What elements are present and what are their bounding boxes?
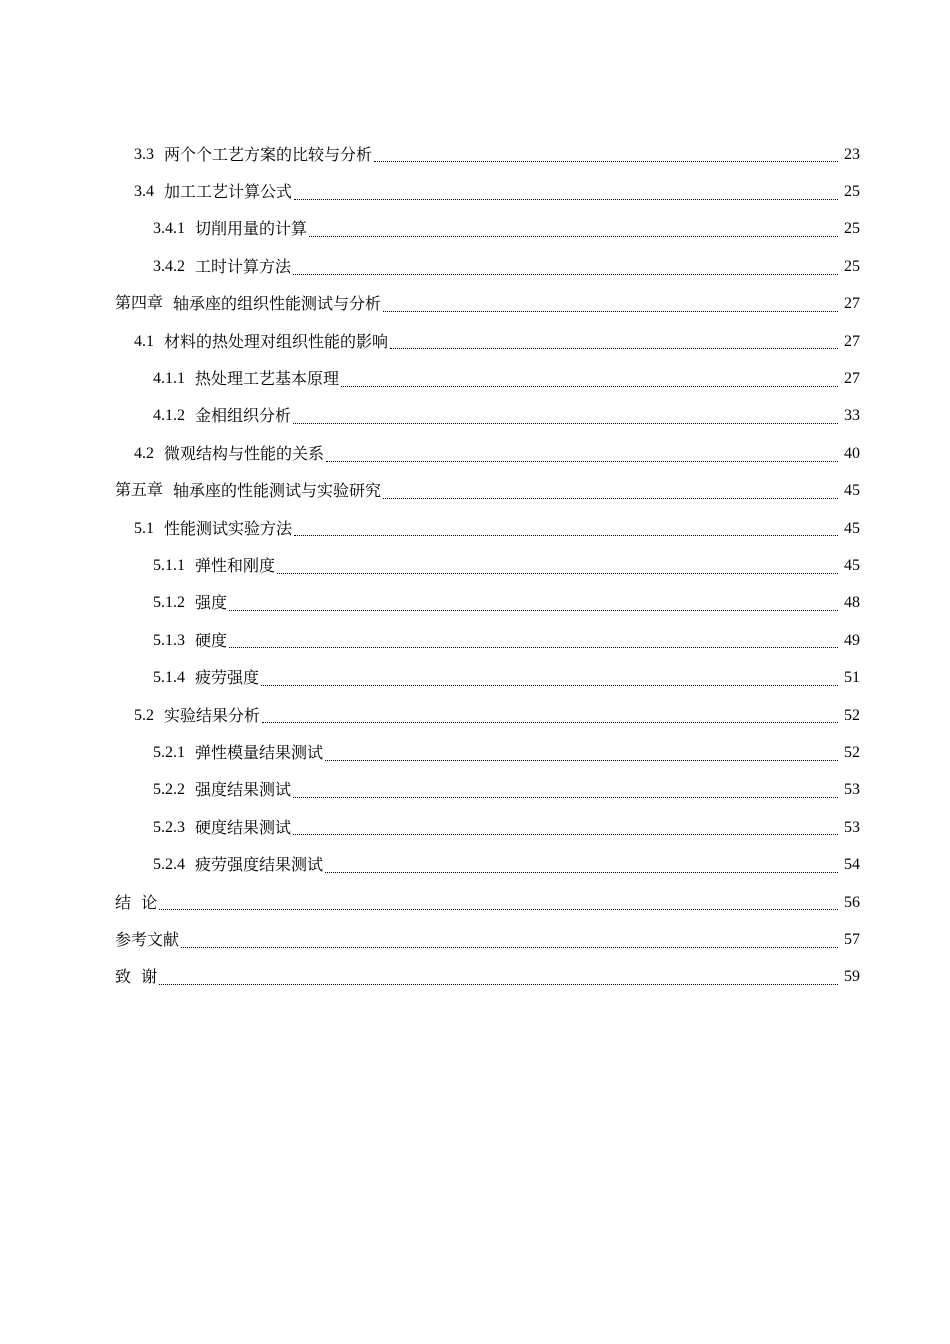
toc-page-number: 53 <box>844 818 860 836</box>
toc-dot-leader <box>261 685 838 686</box>
toc-entry-number: 3.3 <box>134 145 154 163</box>
toc-dot-leader <box>294 199 838 200</box>
toc-entry-title: 实验结果分析 <box>164 705 261 725</box>
toc-entry[interactable] <box>0 846 950 883</box>
toc-entry-number: 5.2.2 <box>153 781 185 799</box>
toc-dot-leader <box>374 161 838 162</box>
toc-entry-title: 性能测试实验方法 <box>164 518 293 538</box>
toc-page-number: 23 <box>844 145 860 163</box>
table-of-contents <box>0 136 950 996</box>
toc-entry-title: 硬度 <box>195 630 228 650</box>
toc-dot-leader <box>229 610 838 611</box>
toc-entry[interactable] <box>0 323 950 360</box>
toc-entry[interactable] <box>0 248 950 285</box>
toc-entry-title: 参考文献 <box>115 929 180 949</box>
toc-entry[interactable] <box>0 921 950 958</box>
toc-entry-title: 切削用量的计算 <box>195 219 308 239</box>
toc-entry-number: 4.1 <box>134 332 154 350</box>
toc-entry-title: 加工工艺计算公式 <box>164 182 293 202</box>
toc-entry-number: 5.2.1 <box>153 743 185 761</box>
toc-dot-leader <box>341 386 838 387</box>
toc-page-number: 59 <box>844 968 860 986</box>
toc-entry-title: 金相组织分析 <box>195 406 292 426</box>
toc-page-number: 52 <box>844 706 860 724</box>
toc-entry-number: 5.1.2 <box>153 594 185 612</box>
toc-entry[interactable] <box>0 286 950 323</box>
toc-page-number: 25 <box>844 220 860 238</box>
toc-dot-leader <box>293 423 838 424</box>
toc-entry[interactable] <box>0 585 950 622</box>
toc-entry[interactable] <box>0 173 950 210</box>
toc-entry[interactable] <box>0 547 950 584</box>
toc-entry-title: 致 谢 <box>115 967 158 987</box>
toc-entry-title: 两个个工艺方案的比较与分析 <box>164 144 373 164</box>
toc-entry-title: 强度结果测试 <box>195 780 292 800</box>
toc-entry[interactable] <box>0 435 950 472</box>
toc-dot-leader <box>326 461 838 462</box>
toc-entry-number: 4.1.1 <box>153 370 185 388</box>
toc-entry[interactable] <box>0 809 950 846</box>
toc-dot-leader <box>181 947 838 948</box>
toc-entry[interactable] <box>0 959 950 996</box>
toc-entry[interactable] <box>0 697 950 734</box>
toc-page-number: 27 <box>844 295 860 313</box>
toc-page-number: 54 <box>844 856 860 874</box>
toc-dot-leader <box>293 834 838 835</box>
toc-entry-number: 5.1.1 <box>153 556 185 574</box>
toc-entry-number: 5.1 <box>134 519 154 537</box>
toc-entry-title: 弹性模量结果测试 <box>195 742 324 762</box>
toc-entry-number: 第五章 <box>115 482 164 500</box>
toc-entry[interactable] <box>0 360 950 397</box>
toc-entry-number: 5.1.3 <box>153 631 185 649</box>
toc-entry-number: 5.2.3 <box>153 818 185 836</box>
toc-entry[interactable] <box>0 734 950 771</box>
toc-dot-leader <box>383 498 838 499</box>
toc-entry-number: 5.2 <box>134 706 154 724</box>
toc-entry-title: 材料的热处理对组织性能的影响 <box>164 331 389 351</box>
toc-dot-leader <box>325 872 838 873</box>
toc-entry-number: 4.2 <box>134 444 154 462</box>
toc-dot-leader <box>325 760 838 761</box>
toc-entry-title: 弹性和刚度 <box>195 555 276 575</box>
toc-dot-leader <box>390 348 838 349</box>
toc-page-number: 52 <box>844 743 860 761</box>
toc-dot-leader <box>309 236 838 237</box>
toc-page-number: 25 <box>844 183 860 201</box>
toc-entry-title: 轴承座的组织性能测试与分析 <box>173 294 382 314</box>
toc-dot-leader <box>293 797 838 798</box>
toc-entry[interactable] <box>0 211 950 248</box>
toc-entry-title: 疲劳强度 <box>195 668 260 688</box>
toc-entry[interactable] <box>0 473 950 510</box>
toc-page-number: 27 <box>844 332 860 350</box>
toc-entry-title: 微观结构与性能的关系 <box>164 443 325 463</box>
toc-entry-number: 第四章 <box>115 295 164 313</box>
toc-page-number: 25 <box>844 257 860 275</box>
toc-page-number: 56 <box>844 893 860 911</box>
toc-dot-leader <box>159 984 838 985</box>
toc-page-number: 45 <box>844 556 860 574</box>
toc-entry-title: 热处理工艺基本原理 <box>195 369 340 389</box>
toc-entry[interactable] <box>0 398 950 435</box>
toc-entry[interactable] <box>0 622 950 659</box>
toc-page-number: 57 <box>844 930 860 948</box>
toc-dot-leader <box>294 535 838 536</box>
toc-page-number: 49 <box>844 631 860 649</box>
toc-entry-title: 工时计算方法 <box>195 256 292 276</box>
toc-entry-number: 5.1.4 <box>153 669 185 687</box>
toc-entry-number: 3.4.1 <box>153 220 185 238</box>
toc-dot-leader <box>383 311 838 312</box>
toc-entry-number: 5.2.4 <box>153 856 185 874</box>
toc-dot-leader <box>159 909 838 910</box>
toc-page-number: 40 <box>844 444 860 462</box>
toc-page-number: 51 <box>844 669 860 687</box>
toc-entry[interactable] <box>0 510 950 547</box>
toc-entry[interactable] <box>0 884 950 921</box>
toc-dot-leader <box>262 722 838 723</box>
toc-entry[interactable] <box>0 772 950 809</box>
toc-page-number: 48 <box>844 594 860 612</box>
toc-entry-title: 结 论 <box>115 892 158 912</box>
toc-entry-title: 强度 <box>195 593 228 613</box>
toc-page-number: 27 <box>844 370 860 388</box>
toc-dot-leader <box>277 573 838 574</box>
toc-entry[interactable] <box>0 136 950 173</box>
toc-entry-number: 3.4 <box>134 183 154 201</box>
toc-dot-leader <box>229 647 838 648</box>
toc-entry-title: 轴承座的性能测试与实验研究 <box>173 481 382 501</box>
toc-entry-number: 4.1.2 <box>153 407 185 425</box>
toc-entry-number: 3.4.2 <box>153 257 185 275</box>
toc-page-number: 45 <box>844 482 860 500</box>
toc-dot-leader <box>293 274 838 275</box>
toc-page-number: 33 <box>844 407 860 425</box>
toc-page-number: 45 <box>844 519 860 537</box>
toc-entry[interactable] <box>0 659 950 696</box>
toc-entry-title: 疲劳强度结果测试 <box>195 855 324 875</box>
toc-entry-title: 硬度结果测试 <box>195 817 292 837</box>
toc-page-number: 53 <box>844 781 860 799</box>
